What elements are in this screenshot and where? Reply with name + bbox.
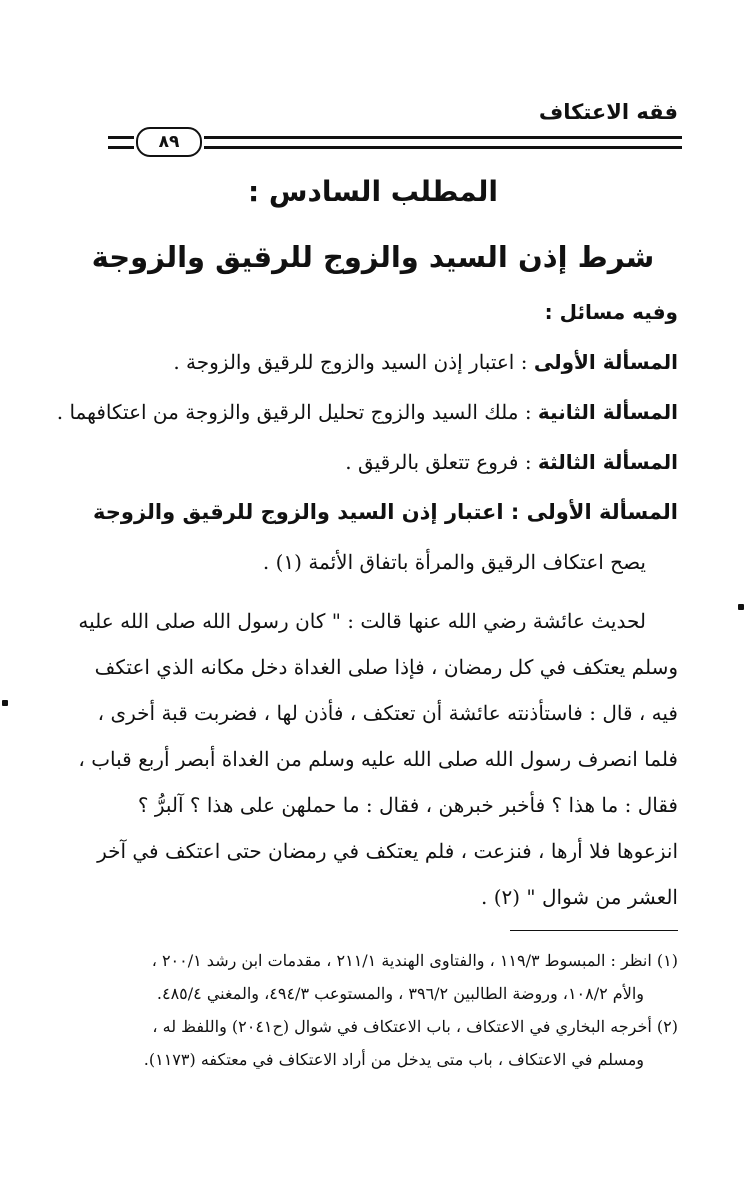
double-rule-long <box>204 136 682 149</box>
paragraph-line: انزعوها فلا أرها ، فنزعت ، فلم يعتكف في رمضان حتى اعتكف في آخر <box>97 839 678 863</box>
first-issue-title: : اعتبار إذن السيد والزوج للرقيق والزوجة <box>93 500 520 524</box>
footnote-2-line-1: (٢) أخرجه البخاري في الاعتكاف ، باب الاعتكاف في شوال (ح٢٠٤١) واللفظ له ، <box>152 1017 678 1036</box>
paragraph-line: فيه ، قال : فاستأذنته عائشة أن تعتكف ، فأذن لها ، فضربت قبة أخرى ، <box>97 701 678 725</box>
chapter-title: شرط إذن السيد والزوج للرقيق والزوجة <box>91 240 655 274</box>
first-issue-heading <box>60 500 678 524</box>
issue-item-2 <box>56 400 678 424</box>
paragraph-line: فقال : ما هذا ؟ فأخبر خبرهن ، فقال : ما حملهن على هذا ؟ آلبرُّ ؟ <box>137 793 678 817</box>
first-issue-label: المسألة الأولى <box>526 500 678 524</box>
footnotes <box>64 944 678 1076</box>
paragraph-line: لحديث عائشة رضي الله عنها قالت : " كان رسول الله صلى الله عليه <box>78 609 646 633</box>
margin-mark <box>2 700 8 706</box>
issue-item-1 <box>60 350 678 374</box>
margin-mark <box>738 604 744 610</box>
issue-item-3 <box>60 450 678 474</box>
double-rule-short <box>108 136 134 149</box>
consensus-statement: يصح اعتكاف الرقيق والمرأة باتفاق الأئمة (١) . <box>262 550 646 574</box>
issue-label: المسألة الأولى <box>533 350 678 374</box>
issue-text: : فروع تتعلق بالرقيق . <box>345 450 532 474</box>
running-header: فقه الاعتكاف <box>538 100 678 124</box>
footnote-separator <box>510 930 678 931</box>
issue-text: : ملك السيد والزوج تحليل الرقيق والزوجة من اعتكافهما . <box>56 400 532 424</box>
section-heading: المطلب السادس : <box>247 175 499 208</box>
footnote-1-line-1: (١) انظر : المبسوط ١١٩/٣ ، والفتاوى الهندية ٢١١/١ ، مقدمات ابن رشد ٢٠٠/١ ، <box>151 951 678 970</box>
footnote-2-line-2: ومسلم في الاعتكاف ، باب متى يدخل من أراد الاعتكاف في معتكفه (١١٧٣). <box>143 1050 644 1069</box>
hadith-paragraph <box>60 598 678 920</box>
paragraph-line: فلما انصرف رسول الله صلى الله عليه وسلم من الغداة أبصر أربع قباب ، <box>78 747 678 771</box>
paragraph-line: وسلم يعتكف في كل رمضان ، فإذا صلى الغداة دخل مكانه الذي اعتكف <box>94 655 678 679</box>
paragraph-line: العشر من شوال " (٢) . <box>480 885 678 909</box>
footnote-1-line-2: والأم ١٠٨/٢، وروضة الطالبين ٣٩٦/٢ ، والمستوعب ٤٩٤/٣، والمغني ٤٨٥/٤. <box>156 984 644 1003</box>
issue-label: المسألة الثالثة <box>537 450 678 474</box>
header-rule <box>108 127 682 161</box>
page-number: ٨٩ <box>136 127 202 157</box>
issue-label: المسألة الثانية <box>537 400 678 424</box>
issues-intro: وفيه مسائل : <box>544 300 678 324</box>
issue-text: : اعتبار إذن السيد والزوج للرقيق والزوجة . <box>173 350 528 374</box>
